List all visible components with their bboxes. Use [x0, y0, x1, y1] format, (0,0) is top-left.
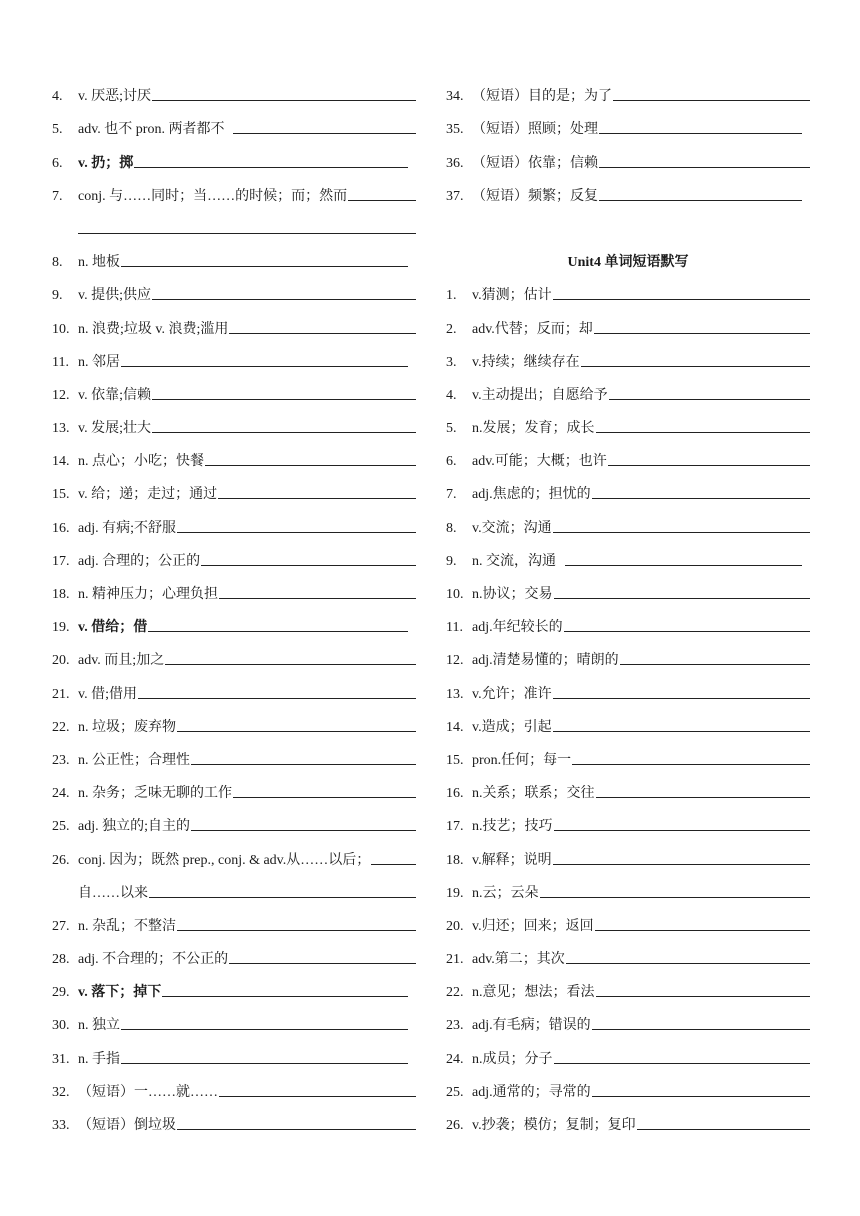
answer-blank[interactable] — [201, 565, 416, 566]
answer-blank[interactable] — [229, 963, 416, 964]
answer-blank[interactable] — [218, 498, 416, 499]
item-number: 36. — [446, 155, 464, 171]
item-number: 4. — [52, 89, 63, 105]
item-definition: adj.通常的；寻常的 — [472, 1084, 591, 1100]
item-definition: v. 厌恶;讨厌 — [78, 89, 151, 105]
vocab-item — [52, 835, 416, 868]
item-number: 21. — [446, 952, 464, 968]
item-number: 25. — [446, 1084, 464, 1100]
answer-blank[interactable] — [121, 1063, 408, 1064]
item-number: 12. — [446, 653, 464, 669]
item-number: 20. — [52, 653, 70, 669]
item-definition: n. 杂务；乏味无聊的工作 — [78, 786, 232, 802]
item-number: 13. — [446, 686, 464, 702]
item-number: 5. — [446, 421, 457, 437]
answer-blank[interactable] — [177, 532, 416, 533]
vocab-item — [446, 271, 810, 304]
vocab-item — [446, 669, 810, 702]
item-number: 11. — [446, 620, 463, 636]
answer-blank[interactable] — [78, 233, 416, 234]
answer-blank[interactable] — [219, 598, 416, 599]
item-definition: （短语）目的是；为了 — [472, 89, 612, 105]
answer-blank[interactable] — [162, 996, 408, 997]
answer-blank[interactable] — [592, 498, 810, 499]
answer-blank[interactable] — [121, 366, 408, 367]
answer-blank[interactable] — [599, 133, 802, 134]
vocab-item — [446, 304, 810, 337]
answer-blank[interactable] — [599, 200, 802, 201]
right-column — [446, 72, 810, 1134]
item-number: 10. — [446, 587, 464, 602]
answer-blank[interactable] — [149, 897, 416, 898]
answer-blank[interactable] — [553, 864, 810, 865]
item-definition: conj. 与……同时；当……的时候；而；然而 — [78, 188, 348, 204]
item-number: 31. — [52, 1051, 70, 1067]
vocab-item — [446, 1034, 810, 1067]
item-definition: adv.第二；其次 — [472, 952, 565, 968]
vocab-item — [446, 437, 810, 470]
item-definition: v. 提供;供应 — [78, 288, 151, 304]
item-definition: adv.代替；反而；却 — [472, 321, 593, 337]
answer-blank[interactable] — [620, 664, 810, 665]
answer-blank[interactable] — [371, 864, 416, 865]
item-number: 26. — [52, 852, 70, 868]
answer-blank[interactable] — [121, 266, 408, 267]
item-definition: n.成员；分子 — [472, 1051, 553, 1067]
section-title: Unit4 单词短语默写 — [567, 255, 689, 271]
vocab-item — [52, 338, 416, 371]
item-definition: （短语）一……就…… — [78, 1084, 218, 1100]
answer-blank[interactable] — [152, 432, 416, 433]
vocab-item-continuation — [52, 205, 416, 238]
vocab-item — [52, 935, 416, 968]
vocab-item — [446, 703, 810, 736]
vocab-item — [446, 72, 810, 105]
item-definition: pron.任何；每一 — [472, 752, 572, 768]
item-number: 21. — [52, 686, 70, 702]
item-definition: v.主动提出；自愿给予 — [472, 387, 608, 403]
vocab-item — [446, 172, 810, 205]
item-number: 4. — [446, 387, 457, 403]
item-number: 28. — [52, 952, 70, 968]
vocab-item — [446, 769, 810, 802]
vocab-item — [446, 935, 810, 968]
vocab-item — [446, 570, 810, 603]
item-number: 7. — [52, 188, 63, 204]
item-definition: n. 地板 — [78, 255, 120, 271]
answer-blank[interactable] — [566, 963, 810, 964]
item-definition: v. 借;借用 — [78, 686, 137, 702]
answer-blank[interactable] — [553, 299, 810, 300]
item-definition: adj. 独立的;自主的 — [78, 819, 190, 835]
item-definition: n. 精神压力；心理负担 — [78, 587, 218, 602]
item-definition: n. 手指 — [78, 1051, 120, 1067]
item-definition: adv.可能；大概；也许 — [472, 454, 607, 470]
vocab-item — [446, 105, 810, 138]
vocab-item — [52, 736, 416, 769]
vocab-item — [52, 238, 416, 271]
vocab-item — [446, 802, 810, 835]
answer-blank[interactable] — [595, 930, 810, 931]
vocab-item — [446, 603, 810, 636]
item-definition: （短语）照顾；处理 — [472, 122, 598, 138]
item-definition: （短语）倒垃圾 — [78, 1118, 176, 1133]
item-number: 33. — [52, 1118, 70, 1133]
answer-blank[interactable] — [581, 366, 810, 367]
item-definition: v. 扔；掷 — [78, 155, 134, 171]
item-definition: v.持续；继续存在 — [472, 354, 580, 370]
item-number: 6. — [52, 155, 63, 171]
item-number: 20. — [446, 918, 464, 934]
item-definition: （短语）频繁；反复 — [472, 188, 598, 204]
item-definition: adj.焦虑的；担忧的 — [472, 487, 591, 503]
answer-blank[interactable] — [219, 1096, 416, 1097]
answer-blank[interactable] — [177, 1129, 416, 1130]
answer-blank[interactable] — [599, 167, 810, 168]
vocab-item — [52, 72, 416, 105]
item-number: 6. — [446, 454, 457, 470]
vocab-item — [52, 138, 416, 171]
vocab-item — [446, 470, 810, 503]
vocab-item — [52, 1101, 416, 1134]
answer-blank[interactable] — [152, 100, 416, 101]
vocab-item — [446, 835, 810, 868]
item-number: 22. — [446, 985, 464, 1001]
answer-blank[interactable] — [596, 797, 811, 798]
item-number: 1. — [446, 288, 457, 304]
vocab-item — [52, 105, 416, 138]
answer-blank[interactable] — [134, 167, 408, 168]
answer-blank[interactable] — [554, 1063, 811, 1064]
vocab-item — [52, 437, 416, 470]
answer-blank[interactable] — [233, 797, 416, 798]
item-number: 26. — [446, 1118, 464, 1133]
item-number: 22. — [52, 719, 70, 735]
vocab-item — [52, 769, 416, 802]
item-definition: adj.清楚易懂的；晴朗的 — [472, 653, 619, 669]
item-definition: n. 邻居 — [78, 354, 120, 370]
answer-blank[interactable] — [348, 200, 416, 201]
answer-blank[interactable] — [594, 333, 810, 334]
item-number: 25. — [52, 819, 70, 835]
vocab-item — [52, 271, 416, 304]
answer-blank[interactable] — [592, 1096, 810, 1097]
vocab-item — [446, 1101, 810, 1134]
item-definition: n.技艺；技巧 — [472, 819, 553, 835]
item-definition: n.发展；发育；成长 — [472, 421, 595, 437]
item-definition: v.抄袭；模仿；复制；复印 — [472, 1118, 636, 1133]
answer-blank[interactable] — [554, 830, 811, 831]
item-number: 7. — [446, 487, 457, 503]
answer-blank[interactable] — [152, 299, 416, 300]
vocab-item — [52, 968, 416, 1001]
item-number: 27. — [52, 918, 70, 934]
item-number: 8. — [446, 520, 457, 536]
vocab-item — [446, 636, 810, 669]
vocab-item — [446, 968, 810, 1001]
vocab-item — [446, 1001, 810, 1034]
item-number: 16. — [446, 786, 464, 802]
section-spacer — [446, 205, 810, 238]
answer-blank[interactable] — [592, 1029, 810, 1030]
item-number: 14. — [446, 719, 464, 735]
item-number: 14. — [52, 454, 70, 470]
item-number: 17. — [446, 819, 464, 835]
vocab-item — [52, 503, 416, 536]
answer-blank[interactable] — [553, 532, 810, 533]
item-definition: v. 借给；借 — [78, 620, 148, 636]
item-definition: v.允许；准许 — [472, 686, 552, 702]
item-definition: v.交流；沟通 — [472, 520, 552, 536]
answer-blank[interactable] — [177, 731, 416, 732]
item-definition: n. 独立 — [78, 1018, 120, 1034]
vocab-item — [446, 537, 810, 570]
vocab-item — [446, 371, 810, 404]
item-number: 16. — [52, 520, 70, 536]
vocab-item — [52, 802, 416, 835]
answer-blank[interactable] — [540, 897, 811, 898]
vocab-item — [52, 371, 416, 404]
item-number: 3. — [446, 354, 457, 370]
vocab-item — [52, 470, 416, 503]
item-number: 10. — [52, 321, 70, 337]
item-number: 18. — [446, 852, 464, 868]
item-number: 32. — [52, 1084, 70, 1100]
answer-blank[interactable] — [637, 1129, 810, 1130]
item-number: 24. — [446, 1051, 464, 1067]
item-definition: adj.年纪较长的 — [472, 620, 563, 636]
vocab-item — [52, 902, 416, 935]
item-definition: adj.有毛病；错误的 — [472, 1018, 591, 1034]
item-number: 19. — [52, 620, 70, 636]
item-number: 15. — [52, 487, 70, 503]
item-number: 30. — [52, 1018, 70, 1034]
item-number: 23. — [52, 752, 70, 768]
item-number: 35. — [446, 122, 464, 138]
answer-blank[interactable] — [205, 465, 416, 466]
item-number: 15. — [446, 752, 464, 768]
item-definition: n. 垃圾；废弃物 — [78, 719, 176, 735]
item-number: 9. — [446, 553, 457, 569]
answer-blank[interactable] — [138, 698, 416, 699]
item-number: 2. — [446, 321, 457, 337]
answer-blank[interactable] — [564, 631, 810, 632]
answer-blank[interactable] — [609, 399, 810, 400]
item-definition: adv. 而且;加之 — [78, 653, 165, 669]
item-number: 13. — [52, 421, 70, 437]
vocab-item — [52, 669, 416, 702]
answer-blank[interactable] — [229, 333, 416, 334]
item-definition: v. 发展;壮大 — [78, 421, 151, 437]
answer-blank[interactable] — [191, 764, 416, 765]
answer-blank[interactable] — [565, 565, 802, 566]
answer-blank[interactable] — [613, 100, 810, 101]
vocab-item — [52, 1001, 416, 1034]
item-definition: v. 给；递；走过；通过 — [78, 487, 218, 503]
answer-blank[interactable] — [152, 399, 416, 400]
answer-blank[interactable] — [553, 698, 810, 699]
vocab-item — [52, 404, 416, 437]
answer-blank[interactable] — [596, 432, 811, 433]
vocab-item — [52, 703, 416, 736]
item-definition: n. 公正性；合理性 — [78, 752, 190, 768]
item-definition: n.意见；想法；看法 — [472, 985, 595, 1001]
item-definition: n.协议；交易 — [472, 587, 553, 602]
item-number: 11. — [52, 354, 69, 370]
answer-blank[interactable] — [596, 996, 811, 997]
item-number: 8. — [52, 255, 63, 271]
item-definition: adv. 也不 pron. 两者都不 — [78, 122, 225, 138]
answer-blank[interactable] — [121, 1029, 408, 1030]
item-number: 19. — [446, 885, 464, 901]
item-definition: v. 依靠;信赖 — [78, 387, 151, 403]
item-definition: （短语）依靠；信赖 — [472, 155, 598, 171]
item-definition: v.造成；引起 — [472, 719, 552, 735]
answer-blank[interactable] — [177, 930, 416, 931]
item-definition: conj. 因为；既然 prep., conj. & adv.从……以后； — [78, 852, 371, 868]
vocab-item — [52, 304, 416, 337]
vocab-item — [446, 869, 810, 902]
vocab-item — [52, 1034, 416, 1067]
vocab-item — [446, 736, 810, 769]
item-definition: n.云；云朵 — [472, 885, 539, 901]
item-definition: n. 点心；小吃；快餐 — [78, 454, 204, 470]
item-definition: n. 浪费;垃圾 v. 浪费;滥用 — [78, 321, 229, 337]
item-number: 24. — [52, 786, 70, 802]
vocab-item-continuation — [52, 869, 416, 902]
vocab-item — [52, 603, 416, 636]
item-number: 23. — [446, 1018, 464, 1034]
item-number: 12. — [52, 387, 70, 403]
answer-blank[interactable] — [572, 764, 810, 765]
item-definition: v.归还；回来；返回 — [472, 918, 594, 934]
item-definition: adj. 有病;不舒服 — [78, 520, 176, 536]
answer-blank[interactable] — [191, 830, 416, 831]
vocab-item — [446, 503, 810, 536]
item-definition: n.关系；联系；交往 — [472, 786, 595, 802]
vocab-item — [52, 1068, 416, 1101]
answer-blank[interactable] — [554, 598, 811, 599]
answer-blank[interactable] — [165, 664, 416, 665]
item-number: 34. — [446, 89, 464, 105]
answer-blank[interactable] — [608, 465, 810, 466]
answer-blank[interactable] — [553, 731, 810, 732]
vocab-item — [446, 338, 810, 371]
vocab-item — [446, 1068, 810, 1101]
item-number: 17. — [52, 553, 70, 569]
vocab-item — [446, 902, 810, 935]
item-definition: v.解释；说明 — [472, 852, 552, 868]
vocab-item — [52, 636, 416, 669]
vocab-item — [52, 537, 416, 570]
item-definition: adj. 不合理的；不公正的 — [78, 952, 229, 968]
item-number: 29. — [52, 985, 70, 1001]
answer-blank[interactable] — [148, 631, 408, 632]
item-number: 5. — [52, 122, 63, 138]
answer-blank[interactable] — [233, 133, 416, 134]
item-definition: n. 杂乱；不整洁 — [78, 918, 176, 934]
item-number: 9. — [52, 288, 63, 304]
left-column — [52, 72, 416, 1134]
item-definition: v.猜测；估计 — [472, 288, 552, 304]
item-definition: adj. 合理的；公正的 — [78, 553, 201, 569]
item-number: 37. — [446, 188, 464, 204]
item-definition: n. 交流，沟通 — [472, 553, 556, 569]
item-number: 18. — [52, 587, 70, 602]
item-definition-continued: 自……以来 — [78, 885, 148, 901]
item-definition: v. 落下；掉下 — [78, 985, 162, 1001]
vocab-item — [446, 138, 810, 171]
vocab-item — [52, 172, 416, 205]
vocab-item — [52, 570, 416, 603]
vocab-item — [446, 404, 810, 437]
